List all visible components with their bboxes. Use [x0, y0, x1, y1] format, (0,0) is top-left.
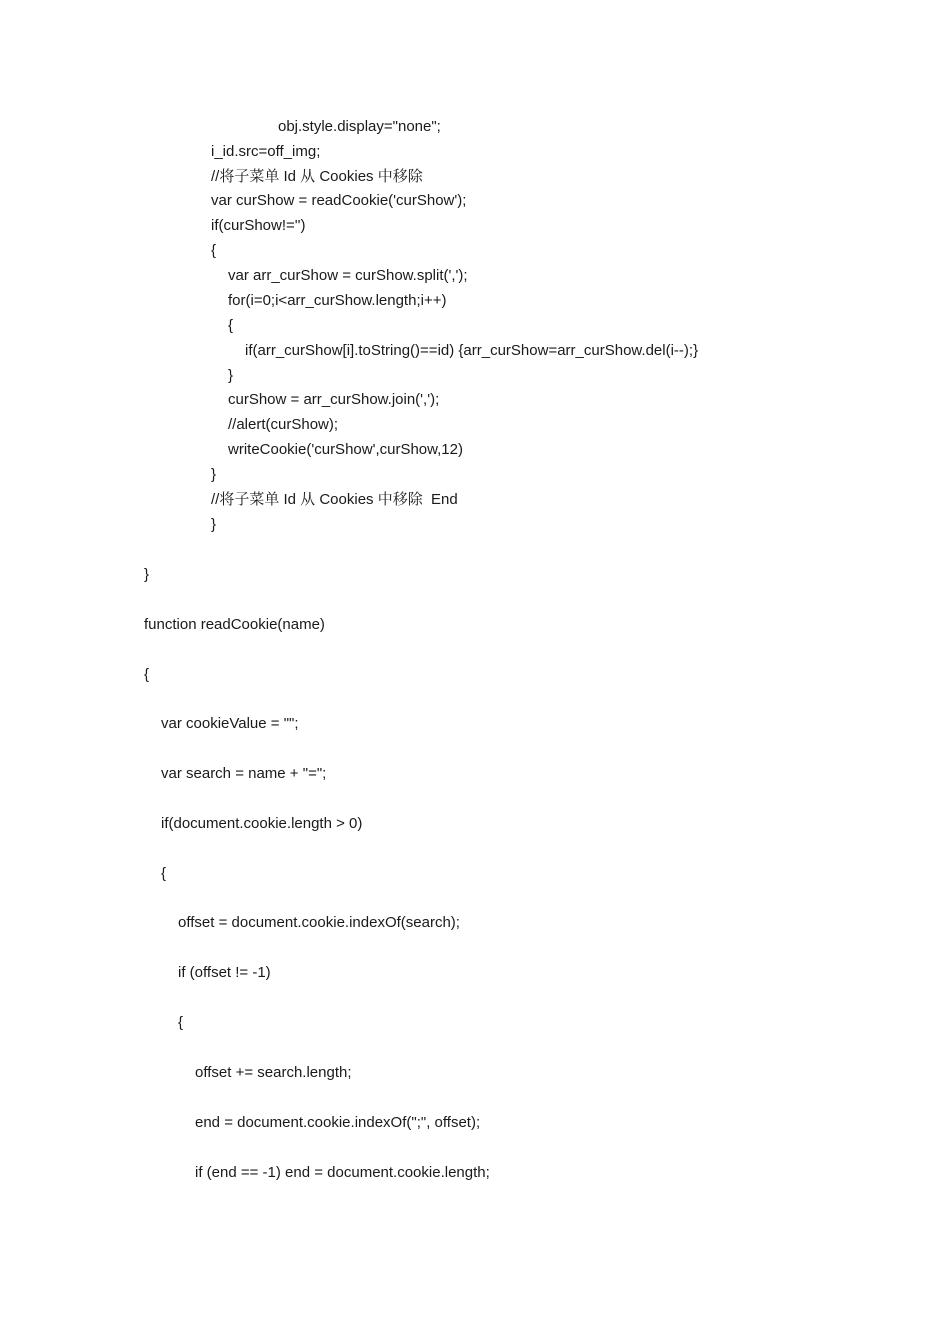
code-line: } [228, 367, 234, 384]
code-line: offset += search.length; [195, 1064, 352, 1081]
code-line: { [228, 317, 234, 334]
code-line: var arr_curShow = curShow.split(','); [228, 267, 468, 284]
code-line: i_id.src=off_img; [211, 143, 321, 160]
code-comment: //将子菜单 Id 从 Cookies 中移除 End [211, 491, 458, 508]
code-line: offset = document.cookie.indexOf(search); [178, 914, 460, 931]
code-line: curShow = arr_curShow.join(','); [228, 391, 440, 408]
code-line: { [178, 1014, 184, 1031]
code-line: var curShow = readCookie('curShow'); [211, 192, 467, 209]
code-line: var cookieValue = ""; [161, 715, 299, 732]
code-line: } [144, 566, 150, 583]
code-line: if (offset != -1) [178, 964, 271, 981]
code-line: if (end == -1) end = document.cookie.length; [195, 1164, 490, 1181]
code-comment: //alert(curShow); [228, 416, 339, 433]
code-line: if(curShow!='') [211, 217, 306, 234]
code-comment: //将子菜单 Id 从 Cookies 中移除 [211, 168, 423, 185]
code-line: } [211, 516, 217, 533]
code-line: function readCookie(name) [144, 616, 325, 633]
code-line: obj.style.display="none"; [278, 118, 441, 135]
code-line: for(i=0;i<arr_curShow.length;i++) [228, 292, 447, 309]
code-line: var search = name + "="; [161, 765, 327, 782]
code-line: writeCookie('curShow',curShow,12) [228, 441, 463, 458]
code-line: { [144, 666, 150, 683]
code-line: end = document.cookie.indexOf(";", offset); [195, 1114, 481, 1131]
code-line: if(arr_curShow[i].toString()==id) {arr_curShow=arr_curShow.del(i--);} [245, 342, 699, 359]
code-line: if(document.cookie.length > 0) [161, 815, 363, 832]
code-line: { [161, 865, 167, 882]
code-line: } [211, 466, 217, 483]
code-line: { [211, 242, 217, 259]
